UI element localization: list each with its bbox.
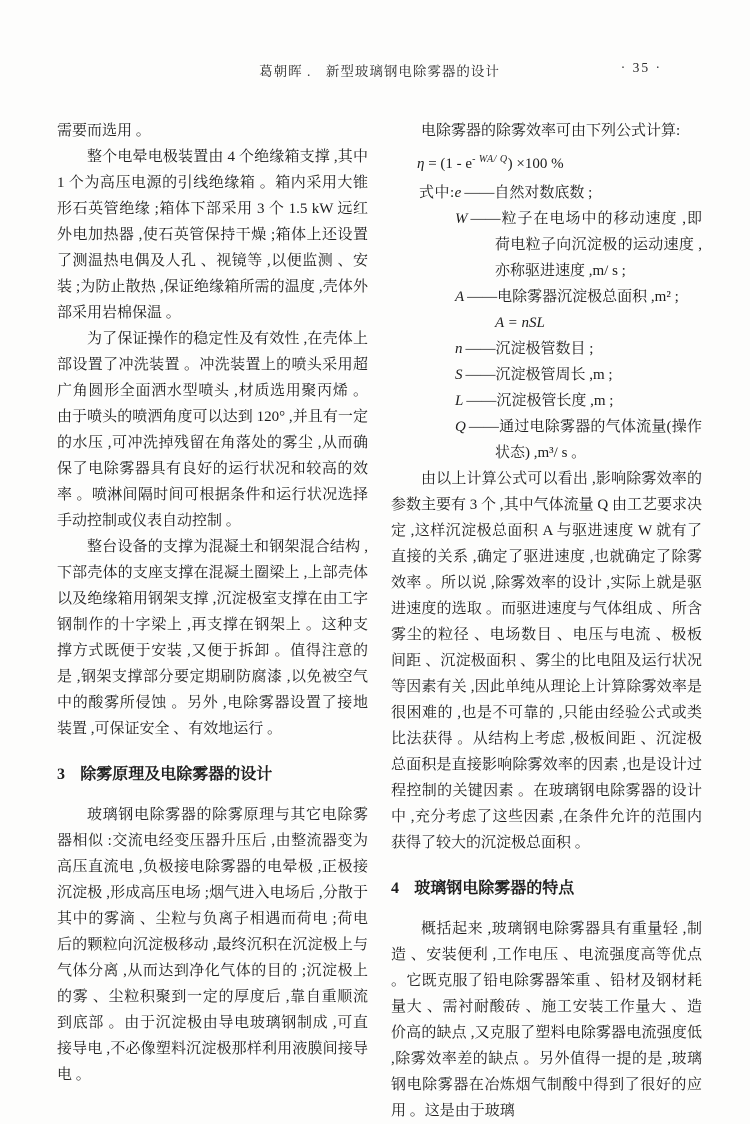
running-title: 葛朝晖 . 新型玻璃钢电除雾器的设计 — [259, 64, 500, 79]
paragraph: 玻璃钢电除雾器的除雾原理与其它电除雾器相似 :交流电经变压器升压后 ,由整流器变为高压直流电 ,负极接电除雾器的电晕极 ,正极接沉淀极 ,形成高压电场 ;烟气进入电场后 ,分散于其中的雾滴 、尘粒与负离子相遇而荷电 ;荷电后的颗粒向沉淀极移动 ,最终沉积在沉淀极上与气体分离 ,从而达到净化气体的目的 ;沉淀极上的雾 、尘粒积聚到一定的厚度后 ,靠自重顺流到底部 。由于沉淀极由导电玻璃钢制成 ,可直接导电 ,不必像塑料沉淀极那样利用液膜间接导电 。 — [57, 807, 368, 1083]
symbol-l: L — [455, 393, 464, 409]
definition-text: ——通过电除雾器的气体流量(操作状态) ,m³/ s 。 — [468, 419, 702, 461]
efficiency-formula — [417, 147, 702, 177]
definition-text: ——沉淀极管数目 ; — [465, 341, 594, 357]
definition-item-e — [391, 180, 702, 206]
section-number: 4 — [391, 880, 399, 897]
formula-eta: η — [417, 156, 425, 172]
paragraph-continuation: 需要而选用 。 — [57, 123, 151, 139]
definition-text: ——粒子在电场中的移动速度 ,即荷电粒子向沉淀极的运动速度 ,亦称驱进速度 ,m/ s ; — [470, 211, 702, 279]
two-column-body — [57, 118, 702, 1124]
paragraph: 为了保证操作的稳定性及有效性 ,在壳体上部设置了冲洗装置 。冲洗装置上的喷头采用超广角圆形全面洒水型喷头 ,材质选用聚丙烯 。由于喷头的喷洒角度可以达到 120° ,并且有一定的水压 ,可冲洗掉残留在角落处的雾尘 ,从而确保了电除雾器具有良好的运行状况和较高的效率 。喷淋间隔时间可根据条件和运行状况选择手动控制或仪表自动控制 。 — [57, 331, 368, 529]
section-title: 除雾原理及电除雾器的设计 — [80, 766, 273, 783]
section-number: 3 — [57, 766, 65, 783]
paragraph: 整个电晕电极装置由 4 个绝缘箱支撑 ,其中 1 个为高压电源的引线绝缘箱 。箱内采用大锥形石英管绝缘 ;箱体下部采用 3 个 1.5 kW 远红外电加热器 ,使石英管保持干燥 ;箱体上还设置了测温热电偶及人孔 、视镜等 ,以便监测 、安装 ;为防止散热 ,保证绝缘箱所需的温度 ,壳体外部采用岩棉保温 。 — [57, 149, 368, 321]
sub-formula-a-nsl: A = nSL — [495, 315, 545, 331]
section-3-heading — [57, 762, 368, 788]
left-column — [57, 118, 368, 1124]
section-title: 玻璃钢电除雾器的特点 — [414, 880, 575, 897]
page-header — [57, 60, 702, 82]
definition-item-n — [391, 336, 702, 362]
definition-text: ——沉淀极管长度 ,m ; — [466, 393, 614, 409]
symbol-e: e — [454, 185, 462, 201]
page-number: · 35 · — [620, 60, 662, 75]
formula-mid: = (1 - e — [424, 156, 473, 172]
formula-intro: 电除雾器的除雾效率可由下列公式计算: — [421, 123, 681, 139]
definition-item-l — [391, 388, 702, 414]
right-column — [391, 118, 702, 1124]
paragraph: 整台设备的支撑为混凝土和钢架混合结构 ,下部壳体的支座支撑在混凝土圈梁上 ,上部壳体以及绝缘箱用钢架支撑 ,沉淀极室支撑在由工字钢制作的十字梁上 ,再支撑在钢架上 。这种支撑方式既便于安装 ,又便于拆卸 。值得注意的是 ,钢架支撑部分要定期刷防腐漆 ,以免被空气中的酸雾所侵蚀 。另外 ,电除雾器设置了接地装置 ,可保证安全 、有效地运行 。 — [57, 539, 368, 737]
symbol-q: Q — [455, 419, 466, 435]
variable-definition-list — [391, 180, 702, 466]
where-label: 式中: — [419, 185, 455, 201]
section-4-heading — [391, 876, 702, 902]
symbol-a: A — [455, 289, 465, 305]
symbol-w: W — [455, 211, 468, 227]
definition-text: ——自然对数底数 ; — [464, 185, 593, 201]
definition-text: ——沉淀极管周长 ,m ; — [465, 367, 613, 383]
formula-close: ) ×100 % — [507, 156, 564, 172]
definition-item-s — [391, 362, 702, 388]
definition-text: ——电除雾器沉淀极总面积 ,m² ; — [467, 289, 679, 305]
symbol-s: S — [455, 367, 463, 383]
formula-exponent: - WA/ Q — [472, 154, 508, 165]
paragraph: 概括起来 ,玻璃钢电除雾器具有重量轻 ,制造 、安装便利 ,工作电压 、电流强度高等优点 。它既克服了铅电除雾器笨重 、铅材及钢材耗量大 、需衬耐酸砖 、施工安装工作量大 、造价高的缺点 ,又克服了塑料电除雾器电流强度低 ,除雾效率差的缺点 。另外值得一提的是 ,玻璃钢电除雾器在冶炼烟气制酸中得到了很好的应用 。这是由于玻璃 — [391, 921, 702, 1119]
definition-item-q — [391, 414, 702, 466]
symbol-n: n — [455, 341, 463, 357]
paragraph: 由以上计算公式可以看出 ,影响除雾效率的参数主要有 3 个 ,其中气体流量 Q 由工艺要求决定 ,这样沉淀极总面积 A 与驱进速度 W 就有了直接的关系 ,确定了驱进速度 ,也就确定了除雾效率 。所以说 ,除雾效率的设计 ,实际上就是驱进速度的选取 。而驱进速度与气体组成 、所含雾尘的粒径 、电场数目 、电压与电流 、极板间距 、沉淀极面积 、雾尘的比电阻及运行状况等因素有关 ,因此单纯从理论上计算除雾效率是很困难的 ,也是不可靠的 ,只能由经验公式或类比法获得 。从结构上考虑 ,极板间距 、沉淀极总面积是直接影响除雾效率的因素 ,也是设计过程控制的关键因素 。在玻璃钢电除雾器的设计中 ,充分考虑了这些因素 ,在条件允许的范围内获得了较大的沉淀极总面积 。 — [391, 471, 702, 851]
definition-item-a — [391, 284, 702, 310]
definition-item-w — [391, 206, 702, 284]
